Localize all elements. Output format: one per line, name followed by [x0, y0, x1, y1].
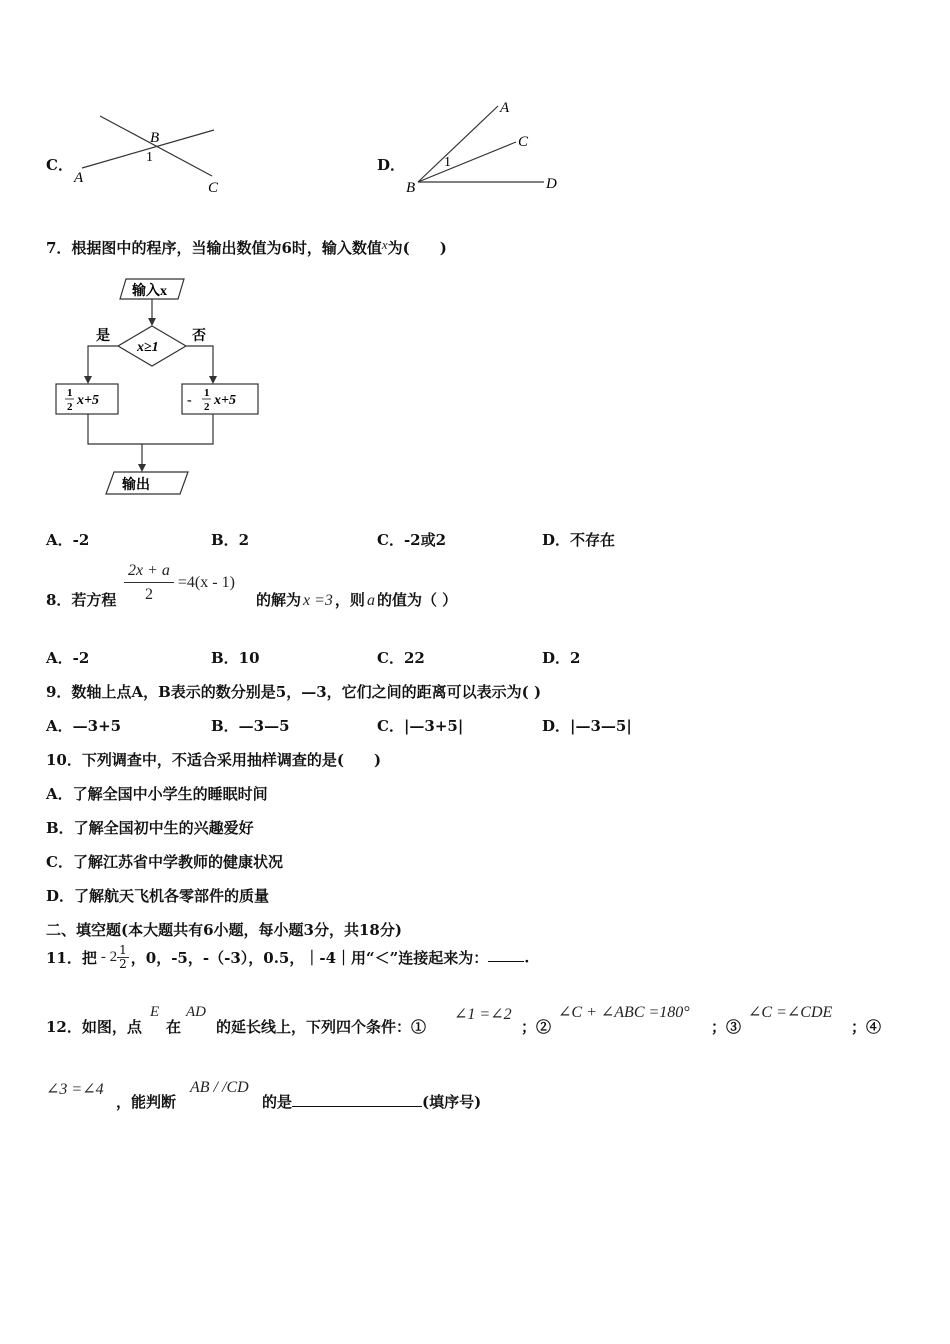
q12-hint: (填序号) — [422, 1093, 482, 1111]
q8-end: 的值为（ ） — [376, 591, 458, 609]
right-frac-num: 1 — [204, 387, 210, 399]
arrow-icon — [84, 376, 92, 384]
arrow-icon — [138, 464, 146, 472]
q10-option-d: D．了解航天飞机各零部件的质量 — [46, 887, 270, 905]
label-b: B — [406, 180, 416, 196]
q8-equation — [124, 562, 235, 603]
q6-figure-c — [70, 104, 230, 196]
q8-mid2: ，则 — [334, 591, 365, 609]
q9-option-c: C．|—3+5| — [377, 717, 464, 735]
q11-frac-den: 2 — [119, 957, 127, 972]
q12-segment-ad: AD — [186, 1004, 206, 1020]
q11-prefix: 11．把 — [46, 949, 97, 968]
left-expr: x+5 — [77, 393, 99, 408]
q10-option-b: B．了解全国初中生的兴趣爱好 — [46, 819, 254, 837]
label-c: C — [208, 180, 219, 196]
q12-sep-4: ；④ — [851, 1018, 882, 1036]
q9-option-d: D．|—3—5| — [542, 717, 632, 735]
no-label: 否 — [192, 329, 206, 344]
q11-answer-blank[interactable] — [488, 947, 524, 962]
right-expr: x+5 — [214, 393, 236, 408]
q8-tail — [256, 589, 457, 610]
left-frac-num: 1 — [67, 387, 73, 399]
q6-option-c-label: C． — [46, 156, 73, 174]
q12-sep-2: ；② — [521, 1018, 552, 1036]
q9-stem: 9．数轴上点A，B表示的数分别是5，—3，它们之间的距离可以表示为( ) — [46, 683, 542, 701]
q7-option-b: B．2 — [211, 531, 250, 549]
label-a: A — [500, 100, 510, 116]
q7-stem — [46, 237, 447, 258]
ray-ba — [418, 106, 498, 182]
ray-bc — [418, 142, 516, 182]
right-frac-den: 2 — [204, 401, 210, 413]
angle-1-label: 1 — [146, 150, 153, 165]
q8-var: a — [366, 592, 375, 609]
q8-option-a: A．-2 — [46, 649, 90, 667]
input-label: 输入x — [132, 284, 167, 299]
q7-var: x — [381, 237, 388, 252]
q12-line2-end-text: 的是 — [262, 1093, 293, 1111]
q7-flowchart — [52, 274, 274, 500]
condition-label: x≥1 — [137, 340, 159, 355]
arrow-icon — [148, 318, 156, 326]
q12-condition-2: ∠C + ∠ABC =180° — [558, 1004, 690, 1021]
label-d: D — [546, 176, 557, 192]
label-a: A — [74, 170, 84, 186]
label-b: B — [150, 130, 160, 146]
q7-option-d: D．不存在 — [542, 531, 616, 549]
q8-option-d: D．2 — [542, 649, 581, 667]
q6-option-d-label: D． — [377, 156, 406, 174]
q12-condition-4: ∠3 =∠4 — [46, 1081, 104, 1098]
yes-label: 是 — [96, 329, 110, 344]
q10-stem: 10．下列调查中，不适合采用抽样调查的是( ) — [46, 751, 382, 769]
q8-option-b: B．10 — [211, 649, 260, 667]
angle-1-label: 1 — [444, 155, 451, 170]
q8-eq-numerator: 2x + a — [124, 562, 174, 583]
output-label: 输出 — [122, 478, 150, 493]
q12-sep-3: ；③ — [711, 1018, 742, 1036]
q10-option-c: C．了解江苏省中学教师的健康状况 — [46, 853, 283, 871]
no-branch-line — [186, 346, 213, 382]
q7-stem-end: 为( ) — [387, 239, 447, 257]
q7-stem-text: 7．根据图中的程序，当输出数值为6时，输入数值 — [46, 239, 382, 257]
q11-rest: ，0，-5，-（-3），0.5，｜-4｜用“＜”连接起来为： — [130, 949, 489, 968]
left-frac-den: 2 — [67, 401, 73, 413]
q7-option-c: C．-2或2 — [377, 531, 447, 549]
q12-condition-1: ∠1 =∠2 — [454, 1006, 512, 1023]
q7-option-a: A．-2 — [46, 531, 90, 549]
section-2-heading: 二、填空题(本大题共有6小题，每小题3分，共18分) — [46, 921, 402, 939]
arrow-icon — [209, 376, 217, 384]
q11 — [46, 944, 530, 971]
q12-line2-end — [262, 1091, 481, 1112]
q12-prefix: 12．如图，点 — [46, 1018, 142, 1036]
q12-point-e: E — [150, 1004, 160, 1020]
line-bc — [100, 116, 212, 176]
q8-eq-denominator: 2 — [144, 585, 153, 603]
right-sign: - — [187, 393, 192, 408]
q12-on: 在 — [166, 1018, 182, 1036]
q12-line2-mid: ，能判断 — [116, 1093, 177, 1111]
q8-mid: 的解为 — [256, 591, 302, 609]
q8-option-c: C．22 — [377, 649, 425, 667]
label-c: C — [518, 134, 529, 150]
q11-frac-num: 1 — [119, 943, 127, 957]
q11-mixed-sign: - 2 — [100, 949, 118, 966]
yes-branch-line — [88, 346, 118, 382]
q12-ab-parallel-cd: AB / /CD — [190, 1079, 249, 1096]
q12-condition-3: ∠C =∠CDE — [748, 1004, 833, 1021]
q9-option-b: B．—3—5 — [211, 717, 290, 735]
q12-mid: 的延长线上，下列四个条件：① — [216, 1018, 427, 1036]
q8-prefix: 8．若方程 — [46, 591, 117, 609]
q6-figure-d — [400, 96, 570, 200]
q10-option-a: A．了解全国中小学生的睡眠时间 — [46, 785, 268, 803]
merge-line — [88, 414, 213, 444]
q9-option-a: A．—3+5 — [46, 717, 122, 735]
q8-solution: x =3 — [303, 592, 333, 609]
q11-end: . — [524, 948, 530, 967]
q12-answer-blank[interactable] — [292, 1092, 422, 1107]
q8-eq-rhs: =4(x - 1) — [177, 573, 235, 591]
